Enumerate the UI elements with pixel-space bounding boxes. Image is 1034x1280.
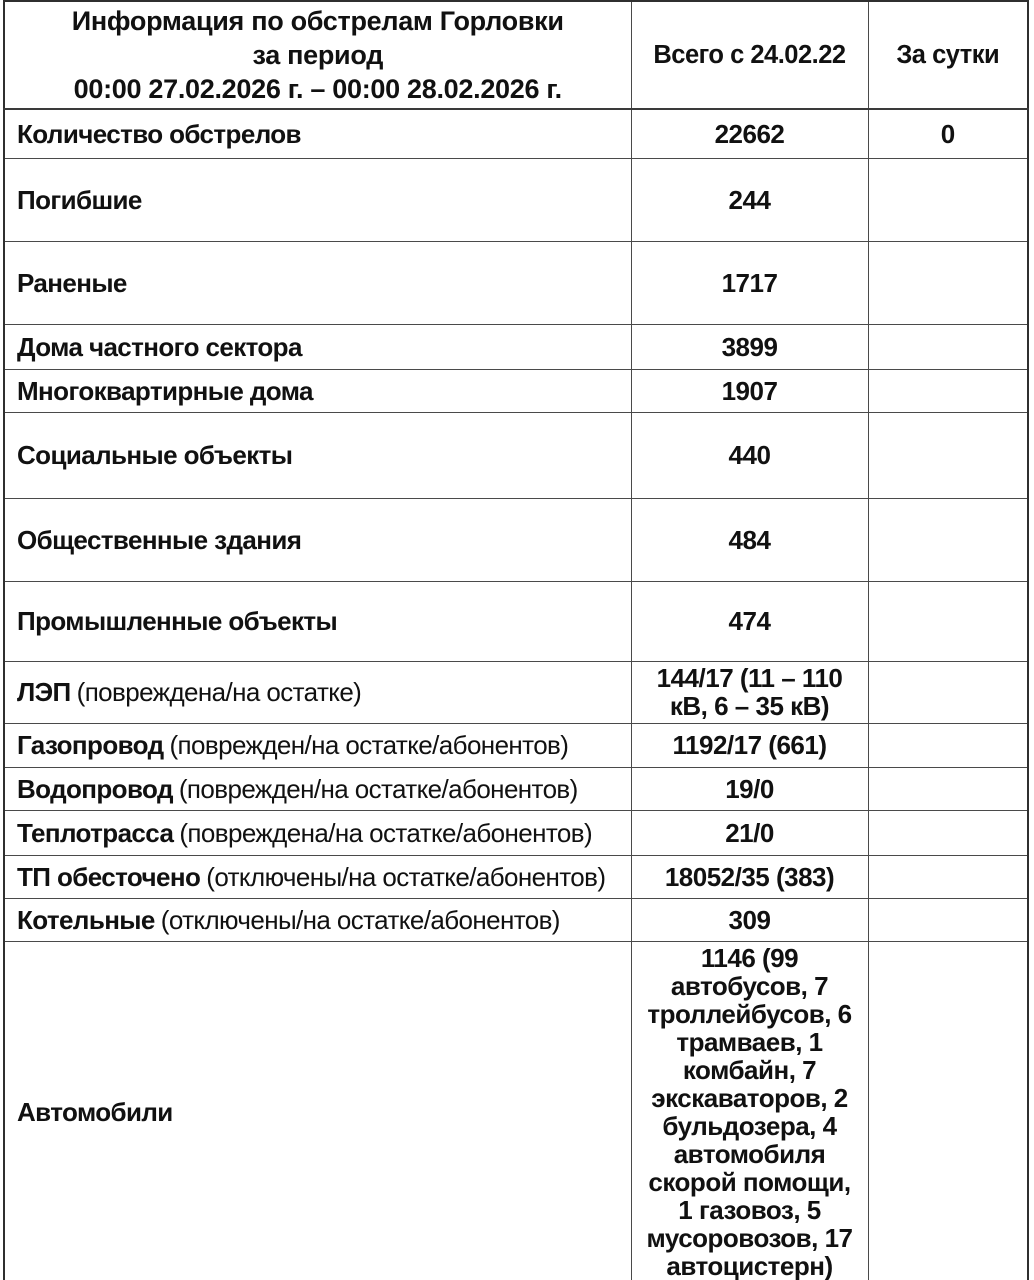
row-note: (поврежден/на остатке/абонентов) <box>178 773 578 804</box>
row-label: Раненые <box>17 267 127 298</box>
row-total: 1907 <box>631 369 868 412</box>
row-label: Автомобили <box>17 1096 173 1127</box>
row-daily <box>868 723 1028 767</box>
row-label: Погибшие <box>17 184 142 215</box>
row-total: 474 <box>631 581 868 661</box>
row-label: Количество обстрелов <box>17 118 301 149</box>
shelling-info-table <box>3 0 1029 1280</box>
row-label-cell <box>4 661 631 723</box>
table-row <box>4 941 1028 1280</box>
row-daily: 0 <box>868 109 1028 158</box>
row-label: Общественные здания <box>17 524 302 555</box>
row-daily <box>868 767 1028 810</box>
row-label-cell <box>4 810 631 855</box>
table-row <box>4 412 1028 498</box>
table-row <box>4 498 1028 581</box>
table-row <box>4 898 1028 941</box>
row-total: 484 <box>631 498 868 581</box>
table-row <box>4 661 1028 723</box>
row-total: 244 <box>631 158 868 241</box>
table-header-row <box>4 1 1028 109</box>
row-total: 1146 (99 автобусов, 7 троллейбусов, 6 трамваев, 1 комбайн, 7 экскаваторов, 2 бульдозера, 4 автомобиля скорой помощи, 1 газовоз, 5 мусоровозов, 17 автоцистерн) <box>631 941 868 1280</box>
table-row <box>4 723 1028 767</box>
row-daily <box>868 661 1028 723</box>
table-body <box>4 109 1028 1280</box>
row-total: 22662 <box>631 109 868 158</box>
row-label-cell <box>4 767 631 810</box>
row-label: Дома частного сектора <box>17 331 302 362</box>
column-header-daily: За сутки <box>868 1 1028 109</box>
row-total: 309 <box>631 898 868 941</box>
table-title-line1: Информация по обстрелам Горловки <box>71 6 564 36</box>
row-note: (поврежден/на остатке/абонентов) <box>169 730 569 760</box>
row-total: 1192/17 (661) <box>631 723 868 767</box>
row-label-cell <box>4 898 631 941</box>
row-label: Водопровод <box>17 773 173 804</box>
row-label: Газопровод <box>17 730 164 760</box>
row-total: 440 <box>631 412 868 498</box>
row-note: (повреждена/на остатке/абонентов) <box>179 817 593 848</box>
row-label: Промышленные объекты <box>17 606 338 636</box>
table-title-line2: за период <box>252 40 384 70</box>
table-row <box>4 109 1028 158</box>
row-total: 144/17 (11 – 110 кВ, 6 – 35 кВ) <box>631 661 868 723</box>
row-daily <box>868 941 1028 1280</box>
row-label-cell <box>4 581 631 661</box>
row-label-cell <box>4 723 631 767</box>
row-label-cell <box>4 855 631 898</box>
row-note: (отключены/на остатке/абонентов) <box>160 904 560 935</box>
row-label-cell <box>4 941 631 1280</box>
row-label-cell <box>4 498 631 581</box>
row-daily <box>868 241 1028 324</box>
row-daily <box>868 581 1028 661</box>
row-total: 1717 <box>631 241 868 324</box>
row-label-cell <box>4 241 631 324</box>
row-label: Многоквартирные дома <box>17 375 313 406</box>
row-label: Социальные объекты <box>17 440 293 470</box>
row-label-cell <box>4 109 631 158</box>
table-row <box>4 241 1028 324</box>
row-daily <box>868 810 1028 855</box>
table-row <box>4 810 1028 855</box>
table-row <box>4 581 1028 661</box>
row-total: 21/0 <box>631 810 868 855</box>
row-total: 19/0 <box>631 767 868 810</box>
row-label: Теплотрасса <box>17 817 174 848</box>
row-label-cell <box>4 324 631 369</box>
row-total: 3899 <box>631 324 868 369</box>
table-row <box>4 369 1028 412</box>
table-row <box>4 158 1028 241</box>
row-note: (отключены/на остатке/абонентов) <box>206 861 606 892</box>
row-daily <box>868 369 1028 412</box>
row-label-cell <box>4 369 631 412</box>
row-daily <box>868 498 1028 581</box>
row-label-cell <box>4 158 631 241</box>
row-label: ТП обесточено <box>17 861 201 892</box>
row-daily <box>868 412 1028 498</box>
table-row <box>4 855 1028 898</box>
row-label: ЛЭП <box>17 677 71 707</box>
row-total: 18052/35 (383) <box>631 855 868 898</box>
row-label: Котельные <box>17 904 155 935</box>
table-title <box>4 1 631 109</box>
row-daily <box>868 855 1028 898</box>
row-label-cell <box>4 412 631 498</box>
table-row <box>4 324 1028 369</box>
table-row <box>4 767 1028 810</box>
row-daily <box>868 898 1028 941</box>
row-daily <box>868 324 1028 369</box>
table-title-line3: 00:00 27.02.2026 г. – 00:00 28.02.2026 г. <box>73 74 562 104</box>
row-daily <box>868 158 1028 241</box>
column-header-total: Всего с 24.02.22 <box>631 1 868 109</box>
row-note: (повреждена/на остатке) <box>76 677 362 707</box>
